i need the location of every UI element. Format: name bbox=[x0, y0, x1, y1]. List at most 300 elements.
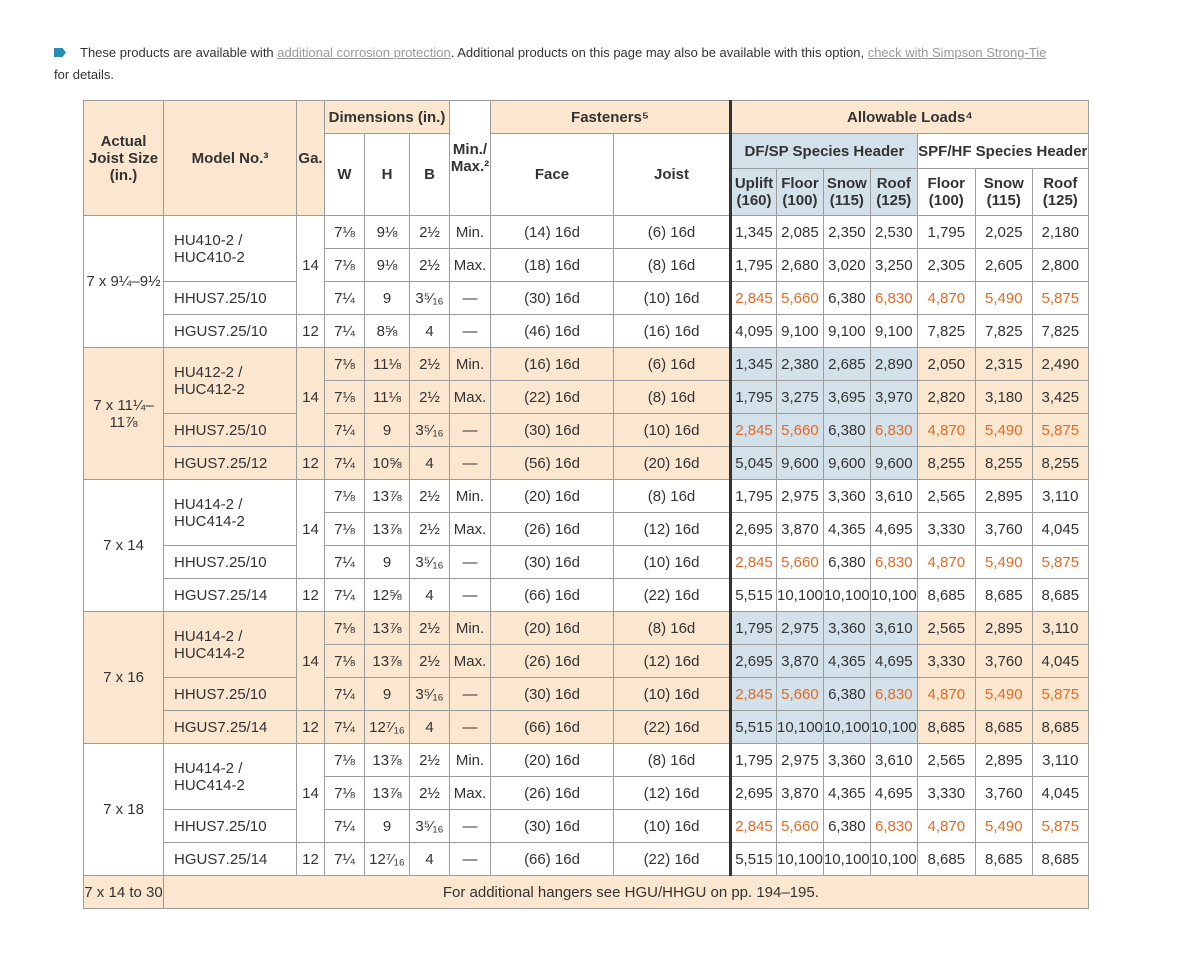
h-cell: 11⅛ bbox=[365, 348, 410, 381]
load-cell: 10,100 bbox=[777, 843, 824, 876]
load-cell: 4,365 bbox=[823, 777, 870, 810]
h-cell: 13⅞ bbox=[365, 612, 410, 645]
minmax-cell: Max. bbox=[450, 381, 491, 414]
joist-cell: (22) 16d bbox=[614, 579, 731, 612]
joist-cell: (8) 16d bbox=[614, 249, 731, 282]
notice-text-2: . Additional products on this page may also be available with this option, bbox=[450, 45, 868, 60]
b-cell: 2½ bbox=[410, 777, 450, 810]
h-cell: 12⁷⁄₁₆ bbox=[365, 711, 410, 744]
load-cell: 10,100 bbox=[823, 843, 870, 876]
load-cell: 2,565 bbox=[917, 480, 975, 513]
load-cell: 6,380 bbox=[823, 810, 870, 843]
joist-cell: (10) 16d bbox=[614, 678, 731, 711]
col-roof: Roof (125) bbox=[870, 169, 917, 216]
load-cell: 8,255 bbox=[975, 447, 1032, 480]
col-uplift: Uplift (160) bbox=[731, 169, 777, 216]
table-row bbox=[84, 843, 1089, 876]
face-cell: (30) 16d bbox=[491, 414, 614, 447]
table-row bbox=[84, 546, 1089, 579]
load-cell: 3,360 bbox=[823, 480, 870, 513]
minmax-cell: Min. bbox=[450, 480, 491, 513]
minmax-cell: — bbox=[450, 282, 491, 315]
load-cell: 5,660 bbox=[777, 414, 824, 447]
b-cell: 3⁵⁄₁₆ bbox=[410, 810, 450, 843]
model-cell: HHUS7.25/10 bbox=[164, 546, 297, 579]
w-cell: 7⅛ bbox=[325, 216, 365, 249]
load-cell: 1,795 bbox=[731, 744, 777, 777]
load-cell: 4,045 bbox=[1032, 513, 1088, 546]
col-w: W bbox=[325, 134, 365, 216]
load-cell: 5,875 bbox=[1032, 546, 1088, 579]
load-cell: 2,380 bbox=[777, 348, 824, 381]
joist-size-cell: 7 x 9¼–9½ bbox=[84, 216, 164, 348]
model-cell: HHUS7.25/10 bbox=[164, 810, 297, 843]
table-row bbox=[84, 810, 1089, 843]
h-cell: 9 bbox=[365, 810, 410, 843]
face-cell: (30) 16d bbox=[491, 282, 614, 315]
table-row bbox=[84, 480, 1089, 513]
load-cell: 2,890 bbox=[870, 348, 917, 381]
w-cell: 7⅛ bbox=[325, 744, 365, 777]
w-cell: 7⅛ bbox=[325, 249, 365, 282]
face-cell: (14) 16d bbox=[491, 216, 614, 249]
col-allowable-loads: Allowable Loads⁴ bbox=[731, 101, 1089, 134]
joist-size-cell: 7 x 18 bbox=[84, 744, 164, 876]
face-cell: (26) 16d bbox=[491, 777, 614, 810]
load-cell: 2,845 bbox=[731, 678, 777, 711]
load-cell: 8,685 bbox=[1032, 843, 1088, 876]
load-cell: 5,490 bbox=[975, 414, 1032, 447]
load-cell: 6,830 bbox=[870, 678, 917, 711]
load-cell: 2,695 bbox=[731, 777, 777, 810]
load-cell: 1,795 bbox=[731, 249, 777, 282]
joist-cell: (10) 16d bbox=[614, 810, 731, 843]
col-face: Face bbox=[491, 134, 614, 216]
load-cell: 4,095 bbox=[731, 315, 777, 348]
load-cell: 2,180 bbox=[1032, 216, 1088, 249]
h-cell: 12⁷⁄₁₆ bbox=[365, 843, 410, 876]
model-cell: HGUS7.25/14 bbox=[164, 843, 297, 876]
b-cell: 2½ bbox=[410, 480, 450, 513]
load-cell: 3,330 bbox=[917, 645, 975, 678]
table-row bbox=[84, 711, 1089, 744]
load-cell: 2,605 bbox=[975, 249, 1032, 282]
minmax-cell: Max. bbox=[450, 513, 491, 546]
minmax-cell: — bbox=[450, 579, 491, 612]
minmax-cell: Max. bbox=[450, 249, 491, 282]
b-cell: 3⁵⁄₁₆ bbox=[410, 282, 450, 315]
load-cell: 4,695 bbox=[870, 513, 917, 546]
load-cell: 5,515 bbox=[731, 843, 777, 876]
face-cell: (30) 16d bbox=[491, 546, 614, 579]
load-cell: 2,530 bbox=[870, 216, 917, 249]
face-cell: (20) 16d bbox=[491, 480, 614, 513]
b-cell: 2½ bbox=[410, 744, 450, 777]
joist-cell: (8) 16d bbox=[614, 612, 731, 645]
load-cell: 3,610 bbox=[870, 612, 917, 645]
load-cell: 5,515 bbox=[731, 579, 777, 612]
load-cell: 6,830 bbox=[870, 810, 917, 843]
load-cell: 9,600 bbox=[777, 447, 824, 480]
table-row bbox=[84, 744, 1089, 777]
b-cell: 2½ bbox=[410, 645, 450, 678]
joist-cell: (10) 16d bbox=[614, 414, 731, 447]
load-cell: 3,250 bbox=[870, 249, 917, 282]
minmax-cell: Min. bbox=[450, 612, 491, 645]
joist-cell: (12) 16d bbox=[614, 777, 731, 810]
ga-cell: 14 bbox=[297, 348, 325, 447]
w-cell: 7¼ bbox=[325, 843, 365, 876]
joist-size-cell: 7 x 14 bbox=[84, 480, 164, 612]
load-cell: 5,875 bbox=[1032, 414, 1088, 447]
load-cell: 4,045 bbox=[1032, 645, 1088, 678]
h-cell: 11⅛ bbox=[365, 381, 410, 414]
h-cell: 12⅝ bbox=[365, 579, 410, 612]
table-row bbox=[84, 414, 1089, 447]
load-cell: 7,825 bbox=[1032, 315, 1088, 348]
model-cell: HU414-2 / HUC414-2 bbox=[164, 612, 297, 678]
model-cell: HU412-2 / HUC412-2 bbox=[164, 348, 297, 414]
load-cell: 6,380 bbox=[823, 546, 870, 579]
load-cell: 2,350 bbox=[823, 216, 870, 249]
load-cell: 2,845 bbox=[731, 282, 777, 315]
b-cell: 4 bbox=[410, 579, 450, 612]
joist-cell: (6) 16d bbox=[614, 216, 731, 249]
load-cell: 4,365 bbox=[823, 645, 870, 678]
w-cell: 7¼ bbox=[325, 546, 365, 579]
ga-cell: 12 bbox=[297, 315, 325, 348]
table-body bbox=[84, 216, 1089, 876]
b-cell: 4 bbox=[410, 447, 450, 480]
load-cell: 8,255 bbox=[1032, 447, 1088, 480]
minmax-cell: Max. bbox=[450, 777, 491, 810]
load-cell: 2,085 bbox=[777, 216, 824, 249]
col-dimensions: Dimensions (in.) bbox=[325, 101, 450, 134]
face-cell: (66) 16d bbox=[491, 711, 614, 744]
b-cell: 2½ bbox=[410, 612, 450, 645]
load-cell: 8,685 bbox=[917, 843, 975, 876]
load-cell: 1,795 bbox=[731, 612, 777, 645]
hanger-spec-table bbox=[83, 100, 1089, 909]
load-cell: 2,845 bbox=[731, 810, 777, 843]
footer-size: 7 x 14 to 30 bbox=[84, 876, 164, 909]
load-cell: 5,490 bbox=[975, 810, 1032, 843]
load-cell: 2,305 bbox=[917, 249, 975, 282]
load-cell: 10,100 bbox=[870, 711, 917, 744]
table-row bbox=[84, 315, 1089, 348]
corrosion-protection-link[interactable]: additional corrosion protection bbox=[277, 45, 451, 60]
minmax-cell: Min. bbox=[450, 216, 491, 249]
footer-note: For additional hangers see HGU/HHGU on pp. 194–195. bbox=[164, 876, 1089, 909]
load-cell: 6,380 bbox=[823, 282, 870, 315]
check-with-simpson-link[interactable]: check with Simpson Strong-Tie bbox=[867, 45, 1047, 60]
col-model: Model No.³ bbox=[164, 101, 297, 216]
load-cell: 3,275 bbox=[777, 381, 824, 414]
minmax-cell: — bbox=[450, 315, 491, 348]
load-cell: 4,365 bbox=[823, 513, 870, 546]
minmax-cell: — bbox=[450, 447, 491, 480]
load-cell: 2,800 bbox=[1032, 249, 1088, 282]
minmax-cell: — bbox=[450, 843, 491, 876]
load-cell: 2,680 bbox=[777, 249, 824, 282]
table-row bbox=[84, 447, 1089, 480]
load-cell: 2,315 bbox=[975, 348, 1032, 381]
joist-cell: (12) 16d bbox=[614, 513, 731, 546]
col-spfhf-header: SPF/HF Species Header bbox=[917, 134, 1088, 169]
face-cell: (56) 16d bbox=[491, 447, 614, 480]
minmax-cell: — bbox=[450, 414, 491, 447]
joist-cell: (8) 16d bbox=[614, 480, 731, 513]
w-cell: 7¼ bbox=[325, 810, 365, 843]
load-cell: 8,685 bbox=[917, 579, 975, 612]
load-cell: 3,760 bbox=[975, 513, 1032, 546]
minmax-cell: Min. bbox=[450, 348, 491, 381]
joist-cell: (10) 16d bbox=[614, 546, 731, 579]
load-cell: 3,110 bbox=[1032, 612, 1088, 645]
load-cell: 6,830 bbox=[870, 546, 917, 579]
load-cell: 5,490 bbox=[975, 282, 1032, 315]
load-cell: 1,345 bbox=[731, 348, 777, 381]
load-cell: 2,975 bbox=[777, 744, 824, 777]
table-row bbox=[84, 282, 1089, 315]
model-cell: HHUS7.25/10 bbox=[164, 282, 297, 315]
load-cell: 2,820 bbox=[917, 381, 975, 414]
load-cell: 8,685 bbox=[975, 711, 1032, 744]
w-cell: 7¼ bbox=[325, 315, 365, 348]
load-cell: 5,660 bbox=[777, 810, 824, 843]
load-cell: 5,660 bbox=[777, 282, 824, 315]
load-cell: 3,425 bbox=[1032, 381, 1088, 414]
face-cell: (66) 16d bbox=[491, 579, 614, 612]
load-cell: 9,100 bbox=[870, 315, 917, 348]
load-cell: 10,100 bbox=[823, 711, 870, 744]
load-cell: 10,100 bbox=[777, 711, 824, 744]
b-cell: 3⁵⁄₁₆ bbox=[410, 414, 450, 447]
w-cell: 7¼ bbox=[325, 678, 365, 711]
w-cell: 7¼ bbox=[325, 282, 365, 315]
load-cell: 6,380 bbox=[823, 678, 870, 711]
notice-text-3: for details. bbox=[54, 67, 114, 82]
h-cell: 13⅞ bbox=[365, 513, 410, 546]
ga-cell: 12 bbox=[297, 843, 325, 876]
table-row bbox=[84, 678, 1089, 711]
joist-cell: (8) 16d bbox=[614, 381, 731, 414]
ga-cell: 14 bbox=[297, 744, 325, 843]
h-cell: 9 bbox=[365, 414, 410, 447]
col-joist-size: Actual Joist Size (in.) bbox=[84, 101, 164, 216]
load-cell: 3,870 bbox=[777, 645, 824, 678]
joist-size-cell: 7 x 11¼–11⅞ bbox=[84, 348, 164, 480]
load-cell: 8,685 bbox=[975, 843, 1032, 876]
load-cell: 2,695 bbox=[731, 645, 777, 678]
w-cell: 7¼ bbox=[325, 414, 365, 447]
table-row bbox=[84, 216, 1089, 249]
ga-cell: 12 bbox=[297, 579, 325, 612]
load-cell: 2,845 bbox=[731, 414, 777, 447]
h-cell: 13⅞ bbox=[365, 744, 410, 777]
load-cell: 9,100 bbox=[777, 315, 824, 348]
load-cell: 3,360 bbox=[823, 744, 870, 777]
load-cell: 2,695 bbox=[731, 513, 777, 546]
load-cell: 5,490 bbox=[975, 546, 1032, 579]
load-cell: 8,685 bbox=[917, 711, 975, 744]
load-cell: 2,490 bbox=[1032, 348, 1088, 381]
load-cell: 4,870 bbox=[917, 810, 975, 843]
w-cell: 7⅛ bbox=[325, 612, 365, 645]
load-cell: 3,180 bbox=[975, 381, 1032, 414]
load-cell: 2,565 bbox=[917, 744, 975, 777]
b-cell: 4 bbox=[410, 711, 450, 744]
load-cell: 3,610 bbox=[870, 744, 917, 777]
load-cell: 4,695 bbox=[870, 777, 917, 810]
model-cell: HHUS7.25/10 bbox=[164, 678, 297, 711]
joist-cell: (6) 16d bbox=[614, 348, 731, 381]
load-cell: 5,875 bbox=[1032, 282, 1088, 315]
model-cell: HU414-2 / HUC414-2 bbox=[164, 744, 297, 810]
col-b: B bbox=[410, 134, 450, 216]
face-cell: (30) 16d bbox=[491, 678, 614, 711]
b-cell: 3⁵⁄₁₆ bbox=[410, 678, 450, 711]
table-row bbox=[84, 612, 1089, 645]
joist-cell: (20) 16d bbox=[614, 447, 731, 480]
load-cell: 4,870 bbox=[917, 282, 975, 315]
load-cell: 10,100 bbox=[777, 579, 824, 612]
joist-size-cell: 7 x 16 bbox=[84, 612, 164, 744]
model-cell: HU410-2 / HUC410-2 bbox=[164, 216, 297, 282]
load-cell: 4,870 bbox=[917, 678, 975, 711]
load-cell: 1,795 bbox=[731, 381, 777, 414]
load-cell: 3,870 bbox=[777, 777, 824, 810]
model-cell: HGUS7.25/14 bbox=[164, 711, 297, 744]
w-cell: 7⅛ bbox=[325, 480, 365, 513]
table-row bbox=[84, 579, 1089, 612]
joist-cell: (10) 16d bbox=[614, 282, 731, 315]
h-cell: 13⅞ bbox=[365, 480, 410, 513]
load-cell: 8,255 bbox=[917, 447, 975, 480]
w-cell: 7¼ bbox=[325, 447, 365, 480]
face-cell: (46) 16d bbox=[491, 315, 614, 348]
load-cell: 2,845 bbox=[731, 546, 777, 579]
ga-cell: 12 bbox=[297, 447, 325, 480]
w-cell: 7⅛ bbox=[325, 348, 365, 381]
load-cell: 1,345 bbox=[731, 216, 777, 249]
face-cell: (26) 16d bbox=[491, 513, 614, 546]
load-cell: 2,975 bbox=[777, 480, 824, 513]
model-cell: HU414-2 / HUC414-2 bbox=[164, 480, 297, 546]
b-cell: 2½ bbox=[410, 513, 450, 546]
load-cell: 1,795 bbox=[917, 216, 975, 249]
ga-cell: 14 bbox=[297, 612, 325, 711]
notice-text-1: These products are available with bbox=[80, 45, 278, 60]
load-cell: 2,895 bbox=[975, 480, 1032, 513]
minmax-cell: — bbox=[450, 678, 491, 711]
load-cell: 3,110 bbox=[1032, 744, 1088, 777]
w-cell: 7⅛ bbox=[325, 645, 365, 678]
load-cell: 3,330 bbox=[917, 777, 975, 810]
corrosion-notice bbox=[54, 42, 1054, 86]
b-cell: 3⁵⁄₁₆ bbox=[410, 546, 450, 579]
model-cell: HHUS7.25/10 bbox=[164, 414, 297, 447]
col-snow: Snow (115) bbox=[823, 169, 870, 216]
minmax-cell: — bbox=[450, 810, 491, 843]
minmax-cell: Max. bbox=[450, 645, 491, 678]
load-cell: 5,875 bbox=[1032, 810, 1088, 843]
face-cell: (16) 16d bbox=[491, 348, 614, 381]
w-cell: 7⅛ bbox=[325, 381, 365, 414]
model-cell: HGUS7.25/10 bbox=[164, 315, 297, 348]
joist-cell: (8) 16d bbox=[614, 744, 731, 777]
load-cell: 1,795 bbox=[731, 480, 777, 513]
load-cell: 5,490 bbox=[975, 678, 1032, 711]
load-cell: 3,360 bbox=[823, 612, 870, 645]
load-cell: 2,565 bbox=[917, 612, 975, 645]
b-cell: 2½ bbox=[410, 381, 450, 414]
load-cell: 8,685 bbox=[1032, 711, 1088, 744]
face-cell: (18) 16d bbox=[491, 249, 614, 282]
w-cell: 7⅛ bbox=[325, 513, 365, 546]
col-fasteners: Fasteners⁵ bbox=[491, 101, 731, 134]
ga-cell: 14 bbox=[297, 216, 325, 315]
h-cell: 8⅝ bbox=[365, 315, 410, 348]
load-cell: 10,100 bbox=[823, 579, 870, 612]
load-cell: 2,895 bbox=[975, 612, 1032, 645]
load-cell: 5,875 bbox=[1032, 678, 1088, 711]
load-cell: 5,045 bbox=[731, 447, 777, 480]
load-cell: 3,760 bbox=[975, 777, 1032, 810]
load-cell: 4,695 bbox=[870, 645, 917, 678]
load-cell: 4,045 bbox=[1032, 777, 1088, 810]
load-cell: 9,600 bbox=[823, 447, 870, 480]
minmax-cell: — bbox=[450, 711, 491, 744]
h-cell: 13⅞ bbox=[365, 777, 410, 810]
load-cell: 2,685 bbox=[823, 348, 870, 381]
face-cell: (30) 16d bbox=[491, 810, 614, 843]
load-cell: 9,100 bbox=[823, 315, 870, 348]
col-roof-spf: Roof (125) bbox=[1032, 169, 1088, 216]
load-cell: 10,100 bbox=[870, 843, 917, 876]
h-cell: 9 bbox=[365, 678, 410, 711]
b-cell: 2½ bbox=[410, 216, 450, 249]
load-cell: 10,100 bbox=[870, 579, 917, 612]
face-cell: (22) 16d bbox=[491, 381, 614, 414]
table-row bbox=[84, 348, 1089, 381]
load-cell: 2,895 bbox=[975, 744, 1032, 777]
load-cell: 2,975 bbox=[777, 612, 824, 645]
load-cell: 7,825 bbox=[917, 315, 975, 348]
load-cell: 4,870 bbox=[917, 546, 975, 579]
joist-cell: (12) 16d bbox=[614, 645, 731, 678]
b-cell: 2½ bbox=[410, 249, 450, 282]
load-cell: 3,870 bbox=[777, 513, 824, 546]
minmax-cell: Min. bbox=[450, 744, 491, 777]
load-cell: 8,685 bbox=[1032, 579, 1088, 612]
col-dfsp-header: DF/SP Species Header bbox=[731, 134, 918, 169]
ga-cell: 12 bbox=[297, 711, 325, 744]
load-cell: 6,830 bbox=[870, 282, 917, 315]
load-cell: 5,515 bbox=[731, 711, 777, 744]
col-ga: Ga. bbox=[297, 101, 325, 216]
h-cell: 10⅝ bbox=[365, 447, 410, 480]
load-cell: 2,050 bbox=[917, 348, 975, 381]
load-cell: 3,610 bbox=[870, 480, 917, 513]
load-cell: 3,330 bbox=[917, 513, 975, 546]
load-cell: 5,660 bbox=[777, 546, 824, 579]
b-cell: 4 bbox=[410, 315, 450, 348]
face-cell: (20) 16d bbox=[491, 744, 614, 777]
col-minmax: Min./ Max.² bbox=[450, 101, 491, 216]
load-cell: 3,760 bbox=[975, 645, 1032, 678]
w-cell: 7¼ bbox=[325, 711, 365, 744]
